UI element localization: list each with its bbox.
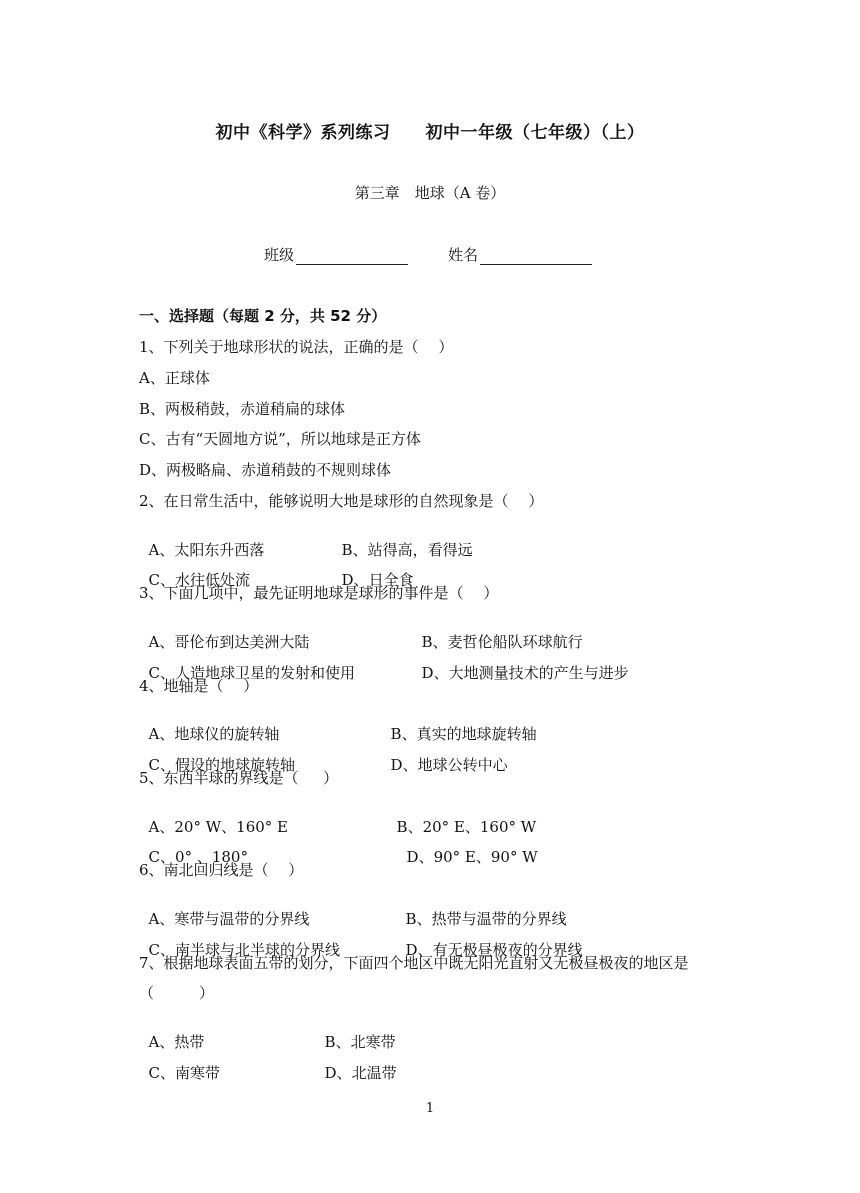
chapter-subtitle: 第三章 地球（A 卷） <box>354 184 506 202</box>
document-title: 初中《科学》系列练习 初中一年级（七年级）（上） <box>215 123 645 143</box>
class-field <box>264 244 408 265</box>
question-2-option-a: A、太阳东升西落 <box>148 541 265 559</box>
question-5-stem: 5、东西半球的界线是（ ） <box>139 769 339 787</box>
question-3-option-a: A、哥伦布到达美洲大陆 <box>148 633 310 651</box>
question-2-stem: 2、在日常生活中，能够说明大地是球形的自然现象是（ ） <box>139 492 544 510</box>
question-7-option-c: C、南寒带 <box>148 1064 221 1082</box>
question-3-option-b: B、麦哲伦船队环球航行 <box>421 633 583 651</box>
question-1-option-c: C、古有“天圆地方说”，所以地球是正方体 <box>139 430 421 448</box>
page-number: 1 <box>425 1101 435 1116</box>
question-6-option-b: B、热带与温带的分界线 <box>405 910 567 928</box>
question-2-option-c: C、水往低处流 <box>148 571 251 589</box>
question-4-option-a: A、地球仪的旋转轴 <box>148 725 280 743</box>
question-6-option-d: D、有无极昼极夜的分界线 <box>405 941 583 959</box>
student-info <box>264 244 592 265</box>
question-6-option-a: A、寒带与温带的分界线 <box>148 910 310 928</box>
class-label: 班级 <box>264 246 295 264</box>
question-5-option-b: B、20° E、160° W <box>396 818 537 836</box>
question-3-option-c: C、人造地球卫星的发射和使用 <box>148 664 356 682</box>
name-field <box>448 244 592 265</box>
question-5-option-d: D、90° E、90° W <box>406 848 538 866</box>
question-1-stem: 1、下列关于地球形状的说法，正确的是（ ） <box>139 338 454 356</box>
question-4-option-d: D、地球公转中心 <box>390 756 508 774</box>
question-3-stem: 3、下面几项中，最先证明地球是球形的事件是（ ） <box>139 584 499 602</box>
question-3-option-d: D、大地测量技术的产生与进步 <box>421 664 629 682</box>
section-heading: 一、选择题（每题 2 分，共 52 分） <box>139 307 387 325</box>
question-5-option-a: A、20° W、160° E <box>148 818 289 836</box>
question-7-options-cd <box>139 1046 397 1082</box>
question-1-option-d: D、两极略扁、赤道稍鼓的不规则球体 <box>139 461 392 479</box>
name-label: 姓名 <box>448 246 479 264</box>
question-7-option-a: A、热带 <box>148 1033 205 1051</box>
question-7-stem: 7、根据地球表面五带的划分，下面四个地区中既无阳光直射又无极昼极夜的地区是 <box>139 954 689 972</box>
question-4-option-c: C、假设的地球旋转轴 <box>148 756 296 774</box>
question-1-option-b: B、两极稍鼓，赤道稍扁的球体 <box>139 400 346 418</box>
question-7-stem-continued: （ ） <box>139 984 215 1002</box>
question-7-option-b: B、北寒带 <box>324 1033 396 1051</box>
question-1-option-a: A、正球体 <box>139 369 210 387</box>
question-6-option-c: C、南半球与北半球的分界线 <box>148 941 341 959</box>
name-blank <box>480 248 592 265</box>
question-6-stem: 6、南北回归线是（ ） <box>139 861 304 879</box>
question-5-option-c: C、0° 、180° <box>148 848 248 866</box>
class-blank <box>296 248 408 265</box>
question-2-option-d: D、日全食 <box>341 571 414 589</box>
question-2-option-b: B、站得高，看得远 <box>341 541 473 559</box>
question-4-stem: 4、地轴是（ ） <box>139 677 259 695</box>
question-4-option-b: B、真实的地球旋转轴 <box>390 725 537 743</box>
question-7-option-d: D、北温带 <box>324 1064 397 1082</box>
